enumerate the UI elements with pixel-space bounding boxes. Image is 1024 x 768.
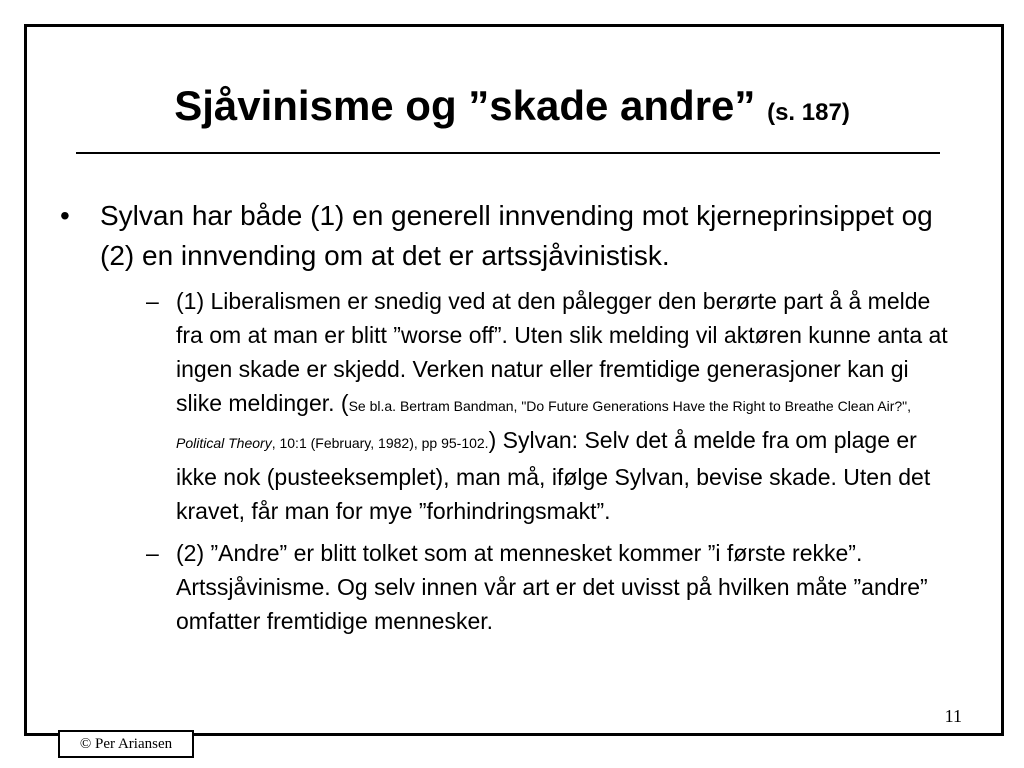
page-number: 11 <box>944 706 962 726</box>
slide-title-page-ref: (s. 187) <box>767 99 850 126</box>
reference-details: , 10:1 (February, 1982), pp 95-102. <box>271 435 489 451</box>
bullet-marker: • <box>60 200 70 231</box>
sub-item-1-continuation: ) Sylvan: Selv det å melde fra om plage er ikke nok (pusteeksemplet), man må, ifølge Sylvan, bevise skade. Uten det kravet, får man for mye ”forhindringsmakt”. <box>176 427 931 524</box>
slide-title <box>0 80 1024 139</box>
reference-text: Se bl.a. Bertram Bandman, "Do Future Generations Have the Right to Breathe Clean Air?", <box>348 398 912 414</box>
main-bullet <box>60 196 960 276</box>
main-bullet-text: Sylvan har både (1) en generell innvending mot kjerneprinsippet og (2) en innvending om at det er artssjåvinistisk. <box>100 200 933 271</box>
copyright-box: © Per Ariansen <box>58 730 194 758</box>
sub-item-1 <box>146 284 960 528</box>
slide-body <box>60 196 960 638</box>
title-divider <box>76 152 940 154</box>
reference-journal: Political Theory <box>176 435 272 451</box>
sub-item-2-text: (2) ”Andre” er blitt tolket som at mennesket kommer ”i første rekke”. Artssjåvinisme. Og selv innen vår art er det uvisst på hvilken måte ”andre” omfatter fremtidige mennesker. <box>176 540 928 634</box>
sub-item-2 <box>146 536 960 638</box>
dash-marker: – <box>146 540 159 566</box>
dash-marker: – <box>146 288 159 314</box>
slide-title-main: Sjåvinisme og ”skade andre” <box>174 82 756 129</box>
sub-item-1-text: (1) Liberalismen er snedig ved at den pålegger den berørte part å å melde fra om at man er blitt ”worse off”. Uten slik melding vil aktøren kunne anta at ingen skade er skjedd. Verken natur eller fremtidige generasjoner kan gi slike meldinger. ( <box>176 288 948 416</box>
